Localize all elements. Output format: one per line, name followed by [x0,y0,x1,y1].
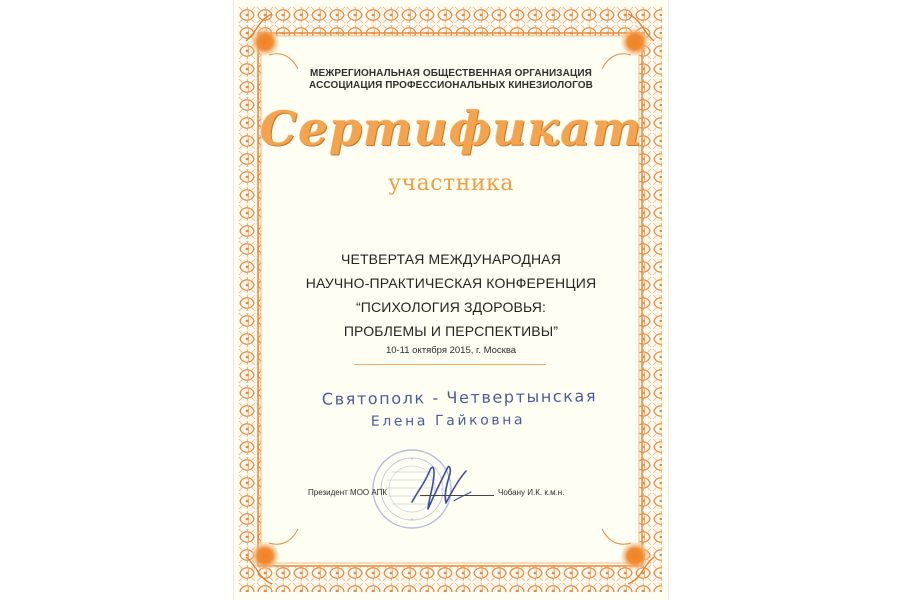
event-date-place: 10-11 октября 2015, г. Москва [385,345,517,356]
conference-line-4: ПРОБЛЕМЫ И ПЕРСПЕКТИВЫ” [343,323,559,339]
conference-line-1: ЧЕТВЕРТАЯ МЕЖДУНАРОДНАЯ [340,251,562,267]
signer-name: Чобану И.К. к.м.н. [498,488,565,497]
certificate-title: Сертификат [259,102,643,157]
organization-line-2: АССОЦИАЦИЯ ПРОФЕССИОНАЛЬНЫХ КИНЕЗИОЛОГОВ [309,80,593,91]
conference-line-3: “ПСИХОЛОГИЯ ЗДОРОВЬЯ: [355,299,547,315]
signature-row [308,486,598,504]
organization-name [234,68,668,92]
organization-line-1: МЕЖРЕГИОНАЛЬНАЯ ОБЩЕСТВЕННАЯ ОРГАНИЗАЦИЯ [310,68,592,79]
participant-given-names: Елена Гайковна [370,412,526,430]
participant-name-rule [354,364,546,365]
certificate-subtitle: участника [388,171,514,196]
conference-title [234,247,668,343]
president-title: Президент МОО АПК [308,488,388,497]
title-block [234,104,668,156]
participant-surname: Святополк - Четвертынская [321,386,598,409]
signature-line [420,495,494,496]
conference-line-2: НАУЧНО-ПРАКТИЧЕСКАЯ КОНФЕРЕНЦИЯ [305,275,597,291]
